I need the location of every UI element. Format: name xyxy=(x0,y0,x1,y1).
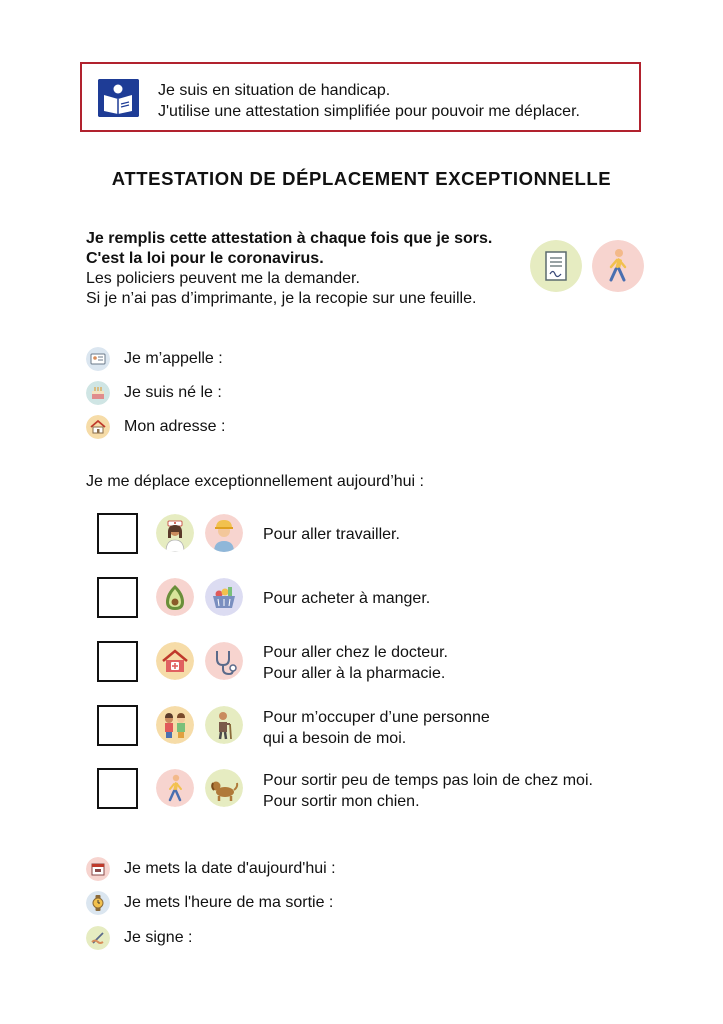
watch-icon xyxy=(86,891,110,915)
pharmacy-icon xyxy=(156,642,194,680)
accessibility-notice xyxy=(80,62,641,132)
intro-bold-2: C'est la loi pour le coronavirus. xyxy=(86,250,324,267)
signature-field[interactable] xyxy=(86,926,192,950)
reason-work-line-1: Pour aller travailler. xyxy=(263,526,400,543)
checkbox-food[interactable] xyxy=(97,577,138,618)
id-card-icon xyxy=(86,347,110,371)
time-field[interactable] xyxy=(86,891,333,915)
reason-walk-line-2: Pour sortir mon chien. xyxy=(263,793,420,810)
avocado-icon xyxy=(156,578,194,616)
name-field[interactable] xyxy=(86,347,223,371)
checkbox-care[interactable] xyxy=(97,705,138,746)
reason-care-line-2: qui a besoin de moi. xyxy=(263,730,407,747)
signed-document-icon xyxy=(530,240,582,292)
intro-text xyxy=(86,229,492,309)
elderly-person-icon xyxy=(205,706,243,744)
checkbox-walk[interactable] xyxy=(97,768,138,809)
checkbox-health[interactable] xyxy=(97,641,138,682)
intro-line-4: Si je n’ai pas d’imprimante, je la recopie sur une feuille. xyxy=(86,290,477,307)
birthdate-field[interactable] xyxy=(86,381,222,405)
intro-bold-1: Je remplis cette attestation à chaque fois que je sors. xyxy=(86,230,493,247)
walking-person-icon xyxy=(156,769,194,807)
nurse-icon xyxy=(156,514,194,552)
intro-line-3: Les policiers peuvent me la demander. xyxy=(86,270,360,287)
reason-walk-text xyxy=(263,770,593,812)
reason-walk-line-1: Pour sortir peu de temps pas loin de chez moi. xyxy=(263,772,593,789)
calendar-icon xyxy=(86,857,110,881)
address-field[interactable] xyxy=(86,415,225,439)
page-title: ATTESTATION DE DÉPLACEMENT EXCEPTIONNELLE xyxy=(111,168,612,189)
easy-to-read-logo-icon xyxy=(98,79,139,117)
reason-care-text xyxy=(263,707,490,749)
children-icon xyxy=(156,706,194,744)
shopping-basket-icon xyxy=(205,578,243,616)
signing-hand-icon xyxy=(86,926,110,950)
reason-care-line-1: Pour m’occuper d’une personne xyxy=(263,709,490,726)
time-label: Je mets l'heure de ma sortie : xyxy=(124,894,334,911)
reason-work-text xyxy=(263,524,400,545)
birthday-cake-icon xyxy=(86,381,110,405)
reason-health-line-2: Pour aller à la pharmacie. xyxy=(263,665,446,682)
reason-food-text xyxy=(263,588,430,609)
reason-health-text xyxy=(263,642,448,684)
date-label: Je mets la date d'aujourd'hui : xyxy=(124,860,336,877)
birthdate-label: Je suis né le : xyxy=(124,384,222,401)
notice-line-1: Je suis en situation de handicap. xyxy=(158,82,391,99)
date-field[interactable] xyxy=(86,857,336,881)
house-icon xyxy=(86,415,110,439)
notice-line-2: J'utilise une attestation simplifiée pour pouvoir me déplacer. xyxy=(158,103,580,120)
address-label: Mon adresse : xyxy=(124,418,226,435)
construction-worker-icon xyxy=(205,514,243,552)
dog-icon xyxy=(205,769,243,807)
signature-label: Je signe : xyxy=(124,929,193,946)
stethoscope-icon xyxy=(205,642,243,680)
name-label: Je m’appelle : xyxy=(124,350,223,367)
walking-person-icon xyxy=(592,240,644,292)
checkbox-work[interactable] xyxy=(97,513,138,554)
reasons-heading: Je me déplace exceptionnellement aujourd’hui : xyxy=(86,473,424,490)
reason-food-line-1: Pour acheter à manger. xyxy=(263,590,431,607)
reason-health-line-1: Pour aller chez le docteur. xyxy=(263,644,448,661)
